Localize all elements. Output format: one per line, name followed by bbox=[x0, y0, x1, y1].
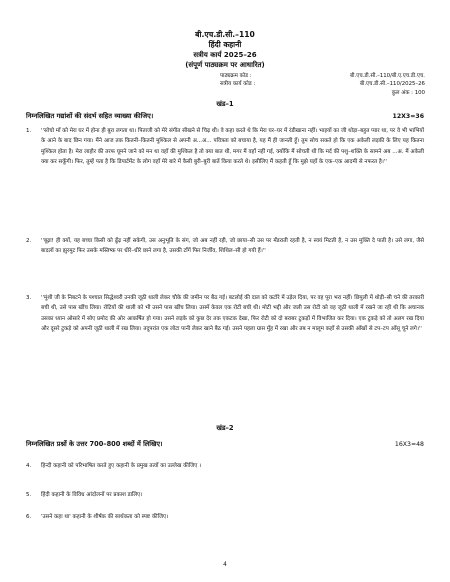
program-code-label: पाठ्यक्रम कोड : bbox=[220, 73, 252, 79]
question-3 bbox=[26, 293, 424, 335]
question-text: ''सोचो माँ को मेरा घर में होना ही बुरा लगता था। पिताजी को मेरे संगीत सीखने से चिढ़ थी। वे कहा करते थे कि मेरा घर–घर में रंडीखाना नहीं। भाइयों का जी थोड़ा–बहुत प्यार था, पर वे भी भाभियों के आने के बाद छिन गया। मैंने आज तक कितनी–कितनी मुश्किल से अपनी अ...अ... पवित्रता को बचाया है, यह मैं ही जानती हूँ। तुम सोच सकते हो कि एक अकेली लड़की के लिए यह कितना मुश्किल होता है। मेरा लाहौर की तरफ घूमने जाने को मन था वहाँ की मुश्किल है तो क्या बात थी, मगर मैं वहाँ नहीं गई, क्योंकि मैं सोचती थी कि मर्द की पशु–शक्ति के सामने अब ...अ. मैं अकेली क्या कर सकूँगी। फिर, तुम्हें पता है कि डिपार्टमेंट के लोग वहाँ मेरे बारे में कैसी बुरी–बुरी बातें किया करते थे। इसीलिए मैं कहती हूँ कि मुझे यहाँ के एक–एक आदमी से नफरत है।'' bbox=[41, 128, 424, 166]
total-marks: कुल अंक : 100 bbox=[391, 89, 425, 96]
section2-instruction: निम्नलिखित प्रश्नों के उत्तर 700–800 शब्दों में लिखिए। bbox=[26, 440, 163, 448]
assignment-title: सत्रीय कार्य 2025–26 bbox=[193, 51, 257, 59]
assignment-code-value: बी.एच.डी.सी.–110/2025–26 bbox=[359, 81, 425, 88]
question-text: 'उसने कहा था' कहानी के शीर्षक की सार्थकता को स्पष्ट कीजिए। bbox=[41, 514, 169, 520]
section2-instruction-row bbox=[26, 439, 424, 448]
course-name: हिंदी कहानी bbox=[208, 40, 242, 49]
question-5 bbox=[26, 491, 424, 499]
page-number: 4 bbox=[223, 562, 227, 568]
question-number: 1. bbox=[26, 128, 32, 134]
program-code-row bbox=[220, 72, 425, 80]
question-4 bbox=[26, 462, 424, 470]
total-marks-row bbox=[220, 89, 425, 97]
question-text: हिन्दी कहानी को परिभाषित करते हुए कहानी के प्रमुख तत्वों का उल्लेख कीजिए । bbox=[41, 463, 202, 469]
question-6 bbox=[26, 513, 424, 521]
section1-instruction: निम्नलिखित गद्यांशों की संदर्भ सहित व्याख्या कीजिए। bbox=[26, 112, 154, 120]
assignment-meta bbox=[220, 72, 425, 97]
section1-heading: खंड–1 bbox=[216, 100, 234, 108]
assignment-code-label: सत्रीय कार्य कोड : bbox=[220, 81, 256, 88]
section1-instruction-row bbox=[26, 111, 424, 120]
question-number: 4. bbox=[26, 463, 32, 469]
question-2 bbox=[26, 236, 424, 257]
assignment-basis: (संपूर्ण पाठ्यक्रम पर आधारित) bbox=[185, 61, 265, 69]
course-code-title: बी.एच.डी.सी.–110 bbox=[195, 30, 255, 39]
question-1 bbox=[26, 126, 424, 168]
question-text: हिंदी कहानी के विविध आंदोलनों पर प्रकाश डालिए। bbox=[41, 492, 143, 498]
section1-marks: 12X3=36 bbox=[392, 113, 424, 120]
question-number: 2. bbox=[26, 238, 32, 244]
question-number: 3. bbox=[26, 295, 32, 301]
program-code-value: बी.एच.डी.सी.–110/बी.ए.एच.डी.एच. bbox=[350, 73, 425, 79]
question-text: ''बूढ़ा! ही क्यों, यह बच्चा किसी को ढूँढ़ नहीं सकेगी, उस अनुभूति के संग, जो अब नहीं रही, जो छाया–सी उस पर मँडराती रहती है, न स्वयं मिटती है, न उस मुक्ति दे पाती है। उसे लगा, जैसे बादलों का झुरमुट फिर उसके मस्तिष्क पर धीरे–धीरे छाने लगा है, उसकी टाँगें फिर निर्जीव, शिथिल–सी हो गयी हैं।'' bbox=[41, 238, 424, 255]
assignment-code-row bbox=[220, 80, 425, 88]
question-number: 5. bbox=[26, 492, 32, 498]
section2-marks: 16X3=48 bbox=[394, 441, 424, 448]
section2-heading: खंड–2 bbox=[216, 424, 234, 432]
question-text: ''मुंशी जी के निबटने के पश्चात सिद्धेश्वरी उनकी जूठी थाली लेकर चौके की जमीन पर बैठ गई। बटलोई की दाल को कटोरे में उड़ेल दिया, पर वह पूरा भरा नहीं। छिपुली में थोड़ी–सी चने की तरकारी बची थी, उसे पास खींच लिया। रोटियों की थाली को भी उसने पास खींच लिया। उसमें केवल एक रोटी बची थी। मोटी भद्दी और जली उस रोटी को वह जूठी थाली में रखने जा रही थी कि अचानक उसका ध्यान ओसारे में सोए प्रमोद की ओर आकर्षित हो गया। उसने लड़के को कुछ देर तक एकटक देखा, फिर रोटी को दो बराबर टुकड़ों में विभाजित कर दिया। एक टुकड़े को तो अलग रख दिया और दूसरे टुकड़े को अपनी जूठी थाली में रख लिया। तदुपरांत एक लोटा पानी लेकर खाने बैठ गई। उसने पहला ग्रास मुँह में रखा और तब न मालूम कहाँ से उसकी आँखों से टप–टप आँसू चूने लगे।'' bbox=[41, 295, 424, 333]
question-number: 6. bbox=[26, 514, 32, 520]
